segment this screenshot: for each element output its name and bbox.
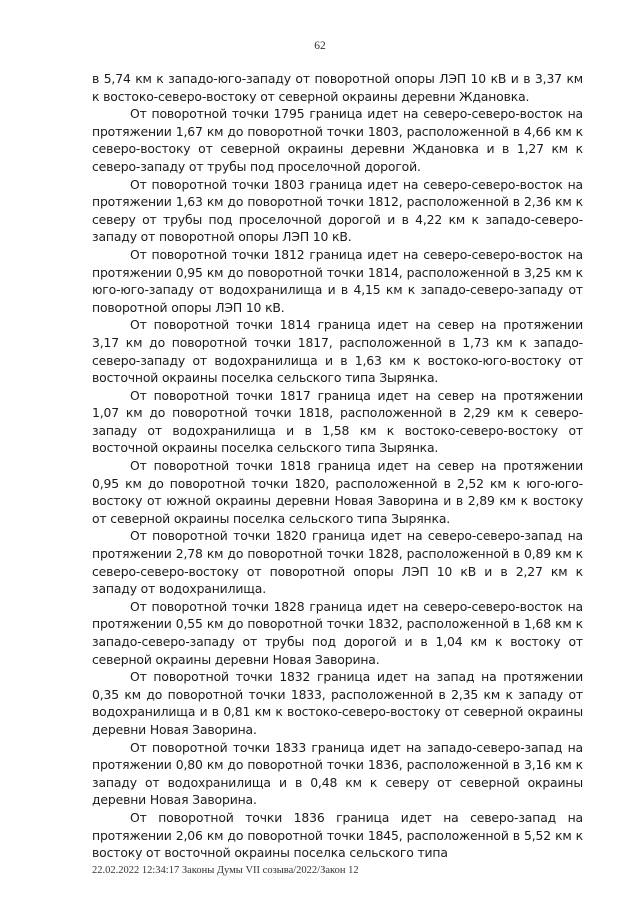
paragraph-point-1812: От поворотной точки 1812 граница идет на северо-северо-восток на протяжении 0,95 км до поворотной точки 1814, расположенной в 3,25 км к юго-юго-западу от водохранилища и в 4,15 км к западо-северо-западу от поворотной опоры ЛЭП 10 кВ.	[92, 246, 583, 315]
paragraph-point-1818: От поворотной точки 1818 граница идет на север на протяжении 0,95 км до поворотной точки 1820, расположенной в 2,52 км к юго-юго-востоку от южной окраины деревни Новая Заворина и в 2,89 км к востоку от северной окраины поселка сельского типа Зырянка.	[92, 458, 583, 526]
document-footer: 22.02.2022 12:34:17 Законы Думы VII созыва/2022/Закон 12	[92, 865, 359, 876]
paragraph-point-1817: От поворотной точки 1817 граница идет на север на протяжении 1,07 км до поворотной точки 1818, расположенной в 2,29 км к северо-западу от водохранилища и в 1,58 км к востоко-северо-востоку от восточной окраины поселка сельского типа Зырянка.	[92, 387, 583, 456]
paragraph-point-1832: От поворотной точки 1832 граница идет на запад на протяжении 0,35 км до поворотной точки 1833, расположенной в 2,35 км к западу от водохранилища и в 0,81 км к востоко-северо-востоку от северной окраины деревни Новая Заворина.	[92, 669, 583, 737]
paragraph-point-1814: От поворотной точки 1814 граница идет на север на протяжении 3,17 км до поворотной точки 1817, расположенной в 1,73 км к западо-северо-западу от водохранилища и в 1,63 км к востоко-юго-востоку от восточной окраины поселка сельского типа Зырянка.	[92, 317, 583, 386]
page-number: 62	[314, 40, 326, 52]
document-body	[92, 70, 583, 862]
paragraph-point-1795: От поворотной точки 1795 граница идет на северо-северо-восток на протяжении 1,67 км до поворотной точки 1803, расположенной в 4,66 км к северо-востоку от северной окраины деревни Ждановка и в 1,27 км к северо-западу от трубы под проселочной дорогой.	[92, 106, 583, 174]
paragraph-point-1803: От поворотной точки 1803 граница идет на северо-северо-восток на протяжении 1,63 км до поворотной точки 1812, расположенной в 2,36 км к северу от трубы под проселочной дорогой и в 4,22 км к западо-северо-западу от поворотной опоры ЛЭП 10 кВ.	[92, 176, 583, 245]
paragraph-point-1833: От поворотной точки 1833 граница идет на западо-северо-запад на протяжении 0,80 км до поворотной точки 1836, расположенной в 3,16 км к западу от водохранилища и в 0,48 км к северу от северной окраины деревни Новая Заворина.	[92, 739, 583, 808]
paragraph-point-1820: От поворотной точки 1820 граница идет на северо-северо-запад на протяжении 2,78 км до поворотной точки 1828, расположенной в 0,89 км к северо-северо-востоку от поворотной опоры ЛЭП 10 кВ и в 2,27 км к западу от водохранилища.	[92, 528, 583, 597]
paragraph-point-1828: От поворотной точки 1828 граница идет на северо-северо-восток на протяжении 0,55 км до поворотной точки 1832, расположенной в 1,68 км к западо-северо-западу от трубы под дорогой и в 1,04 км к востоку от северной окраины деревни Новая Заворина.	[92, 598, 583, 667]
paragraph-point-1836: От поворотной точки 1836 граница идет на северо-запад на протяжении 2,06 км до поворотной точки 1845, расположенной в 5,52 км к востоку от восточной окраины поселка сельского типа	[92, 809, 583, 861]
paragraph-continuation: в 5,74 км к западо-юго-западу от поворотной опоры ЛЭП 10 кВ и в 3,37 км к востоко-северо-востоку от северной окраины деревни Ждановка.	[92, 71, 583, 104]
